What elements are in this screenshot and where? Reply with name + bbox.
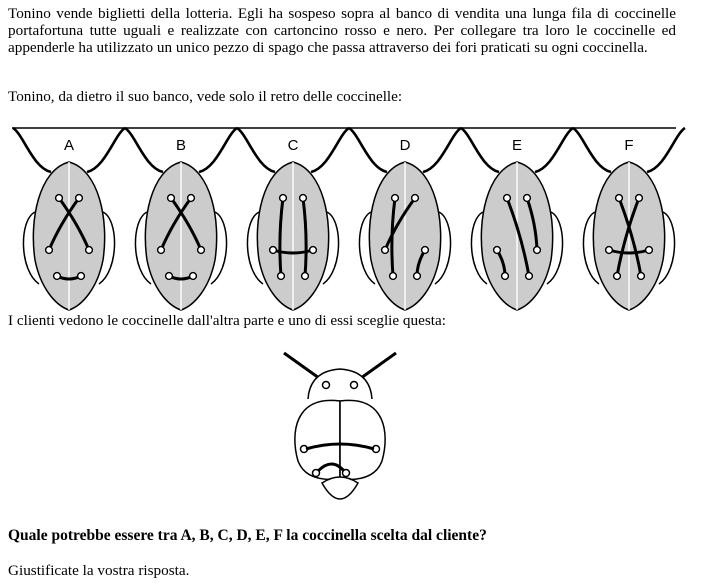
hole [636, 195, 643, 202]
hole [166, 273, 173, 280]
hole [54, 273, 61, 280]
hole [504, 195, 511, 202]
hole [382, 247, 389, 254]
hole-top-right [351, 382, 358, 389]
ladybug-label: B [175, 137, 187, 154]
hole [86, 247, 93, 254]
wing-left [295, 400, 340, 479]
ladybug-f [573, 128, 685, 310]
ladybug-label: F [624, 137, 634, 154]
tail [322, 477, 358, 499]
hole [46, 247, 53, 254]
intro-paragraph: Tonino vende biglietti della lotteria. Egli ha sospeso sopra al banco di vendita una lunga fila di coccinelle portafortuna tutte uguali e realizzate con cartoncino rosso e nero. Per collegare tra loro le coccinelle ed appenderle ha utilizzato un unico pezzo di spago che passa attraverso dei fori praticati su ogni coccinella. [8, 5, 676, 56]
hole [524, 195, 531, 202]
hole [300, 195, 307, 202]
ladybug-d [349, 128, 461, 310]
ladybug-label: D [399, 137, 411, 154]
hole [614, 273, 621, 280]
client-ladybug-figure [270, 343, 410, 513]
hole [198, 247, 205, 254]
hole [414, 273, 421, 280]
hole [526, 273, 533, 280]
question: Quale potrebbe essere tra A, B, C, D, E, F la coccinella scelta dal cliente? [8, 527, 487, 544]
ladybug-label: C [287, 137, 299, 154]
ladybug-e [461, 128, 573, 310]
back-view-caption: Tonino, da dietro il suo banco, vede solo il retro delle coccinelle: [8, 88, 403, 105]
ladybug-a [13, 128, 125, 310]
hole [278, 273, 285, 280]
hole-top-left [323, 382, 330, 389]
ladybug-c [237, 128, 349, 310]
hole [392, 195, 399, 202]
hole [302, 273, 309, 280]
head [308, 369, 372, 399]
hole [638, 273, 645, 280]
hole [606, 247, 613, 254]
hole [280, 195, 287, 202]
hole [390, 273, 397, 280]
ladybug-label: E [511, 137, 523, 154]
wing-right [340, 400, 385, 479]
hole [158, 247, 165, 254]
hole [534, 247, 541, 254]
ladybug-row-figure [0, 120, 712, 320]
client-view-caption: I clienti vedono le coccinelle dall'altra parte e uno di essi sceglie questa: [8, 312, 446, 329]
hole [494, 247, 501, 254]
ladybug-label: A [63, 137, 75, 154]
hole [188, 195, 195, 202]
hole [616, 195, 623, 202]
ladybug-b [125, 128, 237, 310]
hole [270, 247, 277, 254]
instruction: Giustificate la vostra risposta. [8, 562, 190, 579]
hole [78, 273, 85, 280]
hole [76, 195, 83, 202]
hole [412, 195, 419, 202]
hole [646, 247, 653, 254]
hole [190, 273, 197, 280]
hole [56, 195, 63, 202]
hole [168, 195, 175, 202]
hole [502, 273, 509, 280]
hole [422, 247, 429, 254]
hole [310, 247, 317, 254]
